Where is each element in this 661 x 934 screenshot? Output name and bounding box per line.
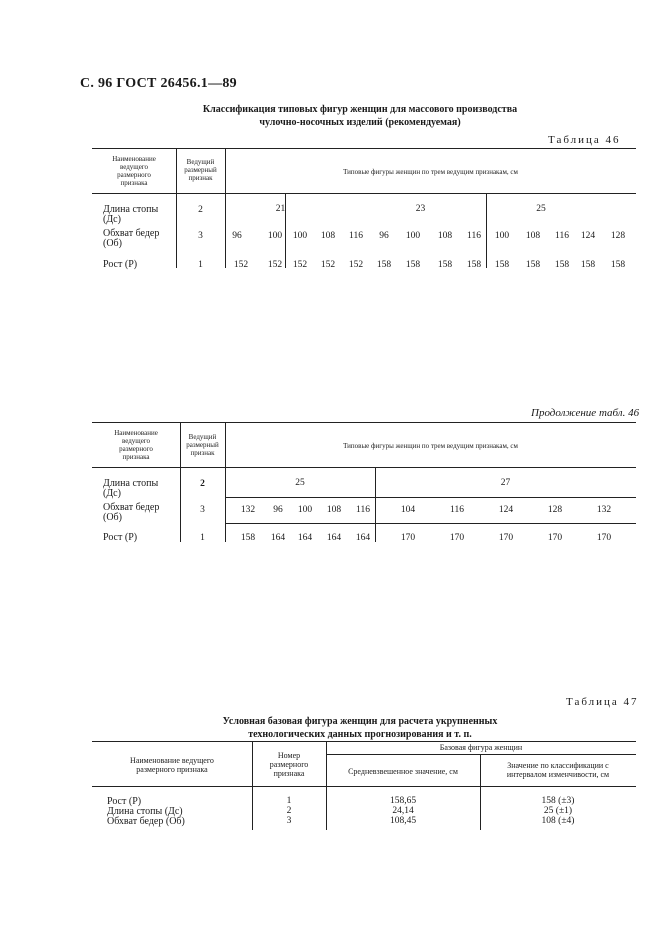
table46c-cell: 132 — [596, 505, 612, 515]
table46-cell: 152 — [320, 260, 336, 270]
table46-cell: 116 — [555, 231, 569, 241]
table46c-row3-name: Рост (Р) — [103, 532, 138, 543]
table47-row-name: Рост (Р) — [107, 796, 142, 807]
table46-cell: 158 — [405, 260, 421, 270]
table47-col-avg-header: Средневзвешенное значение, см — [348, 767, 458, 776]
table46-cell: 152 — [348, 260, 364, 270]
table46c-row2-lead: 3 — [200, 505, 205, 515]
table47-class-cell: 25 (±1) — [543, 806, 573, 816]
table47-avg-cell: 108,45 — [389, 816, 417, 826]
table46-row2-lead: 3 — [198, 231, 203, 241]
table46c-row3-lead: 1 — [200, 533, 205, 543]
table47-num-cell: 2 — [286, 806, 292, 816]
table46c-col-figures-header: Типовые фигуры женщин по трем ведущим признакам, см — [343, 442, 518, 450]
table47-row-name: Длина стопы (Дс) — [107, 806, 183, 817]
table46-row1-lead: 2 — [198, 205, 203, 215]
table47-number: Таблица 47 — [566, 696, 639, 708]
table46c-col-leading-header: Ведущий размерный признак — [186, 433, 219, 457]
table47-num-cell: 3 — [286, 816, 292, 826]
table46-cell: 100 — [292, 231, 308, 241]
table47-class-cell: 108 (±4) — [541, 816, 575, 826]
table46-number: Таблица 46 — [548, 134, 621, 146]
table46c-cell: 164 — [297, 533, 313, 543]
table46-cell: 152 — [292, 260, 308, 270]
table46c-cell: 132 — [240, 505, 256, 515]
table47-col-base-header: Базовая фигура женщин — [439, 743, 523, 752]
table46-cell: 158 — [610, 260, 626, 270]
table46-cell: 96 — [379, 231, 389, 241]
table46c-cell: 104 — [400, 505, 416, 515]
table46-group-cell: 21 — [275, 204, 286, 214]
table47-num-cell: 1 — [286, 796, 292, 806]
table46-cell: 116 — [467, 231, 481, 241]
table46-cell: 158 — [525, 260, 541, 270]
table46-cell: 152 — [267, 260, 283, 270]
table46c-cell: 116 — [450, 505, 464, 515]
table46-cell: 158 — [580, 260, 596, 270]
table46c-cell: 170 — [400, 533, 416, 543]
page-header: С. 96 ГОСТ 26456.1—89 — [80, 76, 237, 91]
table46-cell: 124 — [580, 231, 596, 241]
table46-col-figures-header: Типовые фигуры женщин по трем ведущим признакам, см — [343, 168, 518, 176]
table46c-cell: 116 — [356, 505, 370, 515]
table46-col-leading-header: Ведущий размерный признак — [184, 158, 217, 182]
table47-title-line1: Условная базовая фигура женщин для расчета укрупненных — [222, 716, 498, 727]
table47-col-number-header: Номер размерного признака — [269, 751, 309, 778]
table46c-row2-name: Обхват бедер (Об) — [103, 502, 160, 523]
table46c-row1-lead: 2 — [200, 479, 205, 489]
table46-cell: 108 — [320, 231, 336, 241]
table46-cell: 158 — [466, 260, 482, 270]
table46-cell: 100 — [494, 231, 510, 241]
table46c-cell: 170 — [596, 533, 612, 543]
table46-group-cell: 25 — [536, 204, 546, 214]
table46c-cell: 164 — [355, 533, 371, 543]
table46-row2-name: Обхват бедер (Об) — [103, 228, 160, 249]
table47-avg-cell: 158,65 — [389, 796, 417, 806]
table46c-cell: 170 — [547, 533, 563, 543]
table46c-group-cell: 25 — [295, 478, 305, 488]
table46c-cell: 164 — [270, 533, 286, 543]
table46-cell: 158 — [376, 260, 392, 270]
table47-title-line2: технологических данных прогнозирования и т. п. — [248, 729, 472, 740]
table46c-col-name-header: Наименование ведущего размерного признака — [114, 429, 158, 461]
table46c-row1-name: Длина стопы (Дс) — [103, 478, 159, 499]
table46-row1-name: Длина стопы (Дс) — [103, 204, 159, 225]
table46-cell: 116 — [349, 231, 363, 241]
table46c-cell: 164 — [326, 533, 342, 543]
table46-cell: 108 — [437, 231, 453, 241]
table46-cell: 158 — [437, 260, 453, 270]
table47-col-class-header: Значение по классификации с интервалом изменчивости, см — [506, 761, 610, 779]
table46-row3-lead: 1 — [198, 260, 203, 270]
table47-avg-cell: 24,14 — [392, 806, 414, 816]
table46c-cell: 170 — [449, 533, 465, 543]
table46c-cell: 124 — [498, 505, 514, 515]
table46c-cell: 100 — [297, 505, 313, 515]
table47-row-name: Обхват бедер (Об) — [107, 816, 185, 827]
table46-col-name-header: Наименование ведущего размерного признака — [112, 155, 156, 187]
table46c-cell: 170 — [498, 533, 514, 543]
table46c-cell: 108 — [326, 505, 342, 515]
table46-group-cell: 23 — [415, 204, 426, 214]
table47-class-cell: 158 (±3) — [541, 796, 575, 806]
table46-cell: 100 — [405, 231, 421, 241]
table46-cell: 96 — [232, 231, 242, 241]
table46c-cell: 128 — [547, 505, 563, 515]
table46c-group-cell: 27 — [500, 478, 511, 488]
table46-cell: 152 — [233, 260, 249, 270]
table46c-cell: 96 — [273, 505, 283, 515]
table46-row3-name: Рост (Р) — [103, 259, 138, 270]
table46c-cell: 158 — [240, 533, 256, 543]
table46-cell: 158 — [554, 260, 570, 270]
table46-title-line2: чулочно-носочных изделий (рекомендуемая) — [259, 117, 461, 128]
table46-cell: 100 — [267, 231, 283, 241]
table46-cell: 108 — [525, 231, 541, 241]
table46-continuation-label: Продолжение табл. 46 — [531, 407, 640, 419]
table46-cell: 128 — [610, 231, 626, 241]
table46-cell: 158 — [494, 260, 510, 270]
table46-title-line1: Классификация типовых фигур женщин для массового производства — [202, 104, 518, 115]
table47-col-name-header: Наименование ведущего размерного признака — [130, 756, 214, 774]
